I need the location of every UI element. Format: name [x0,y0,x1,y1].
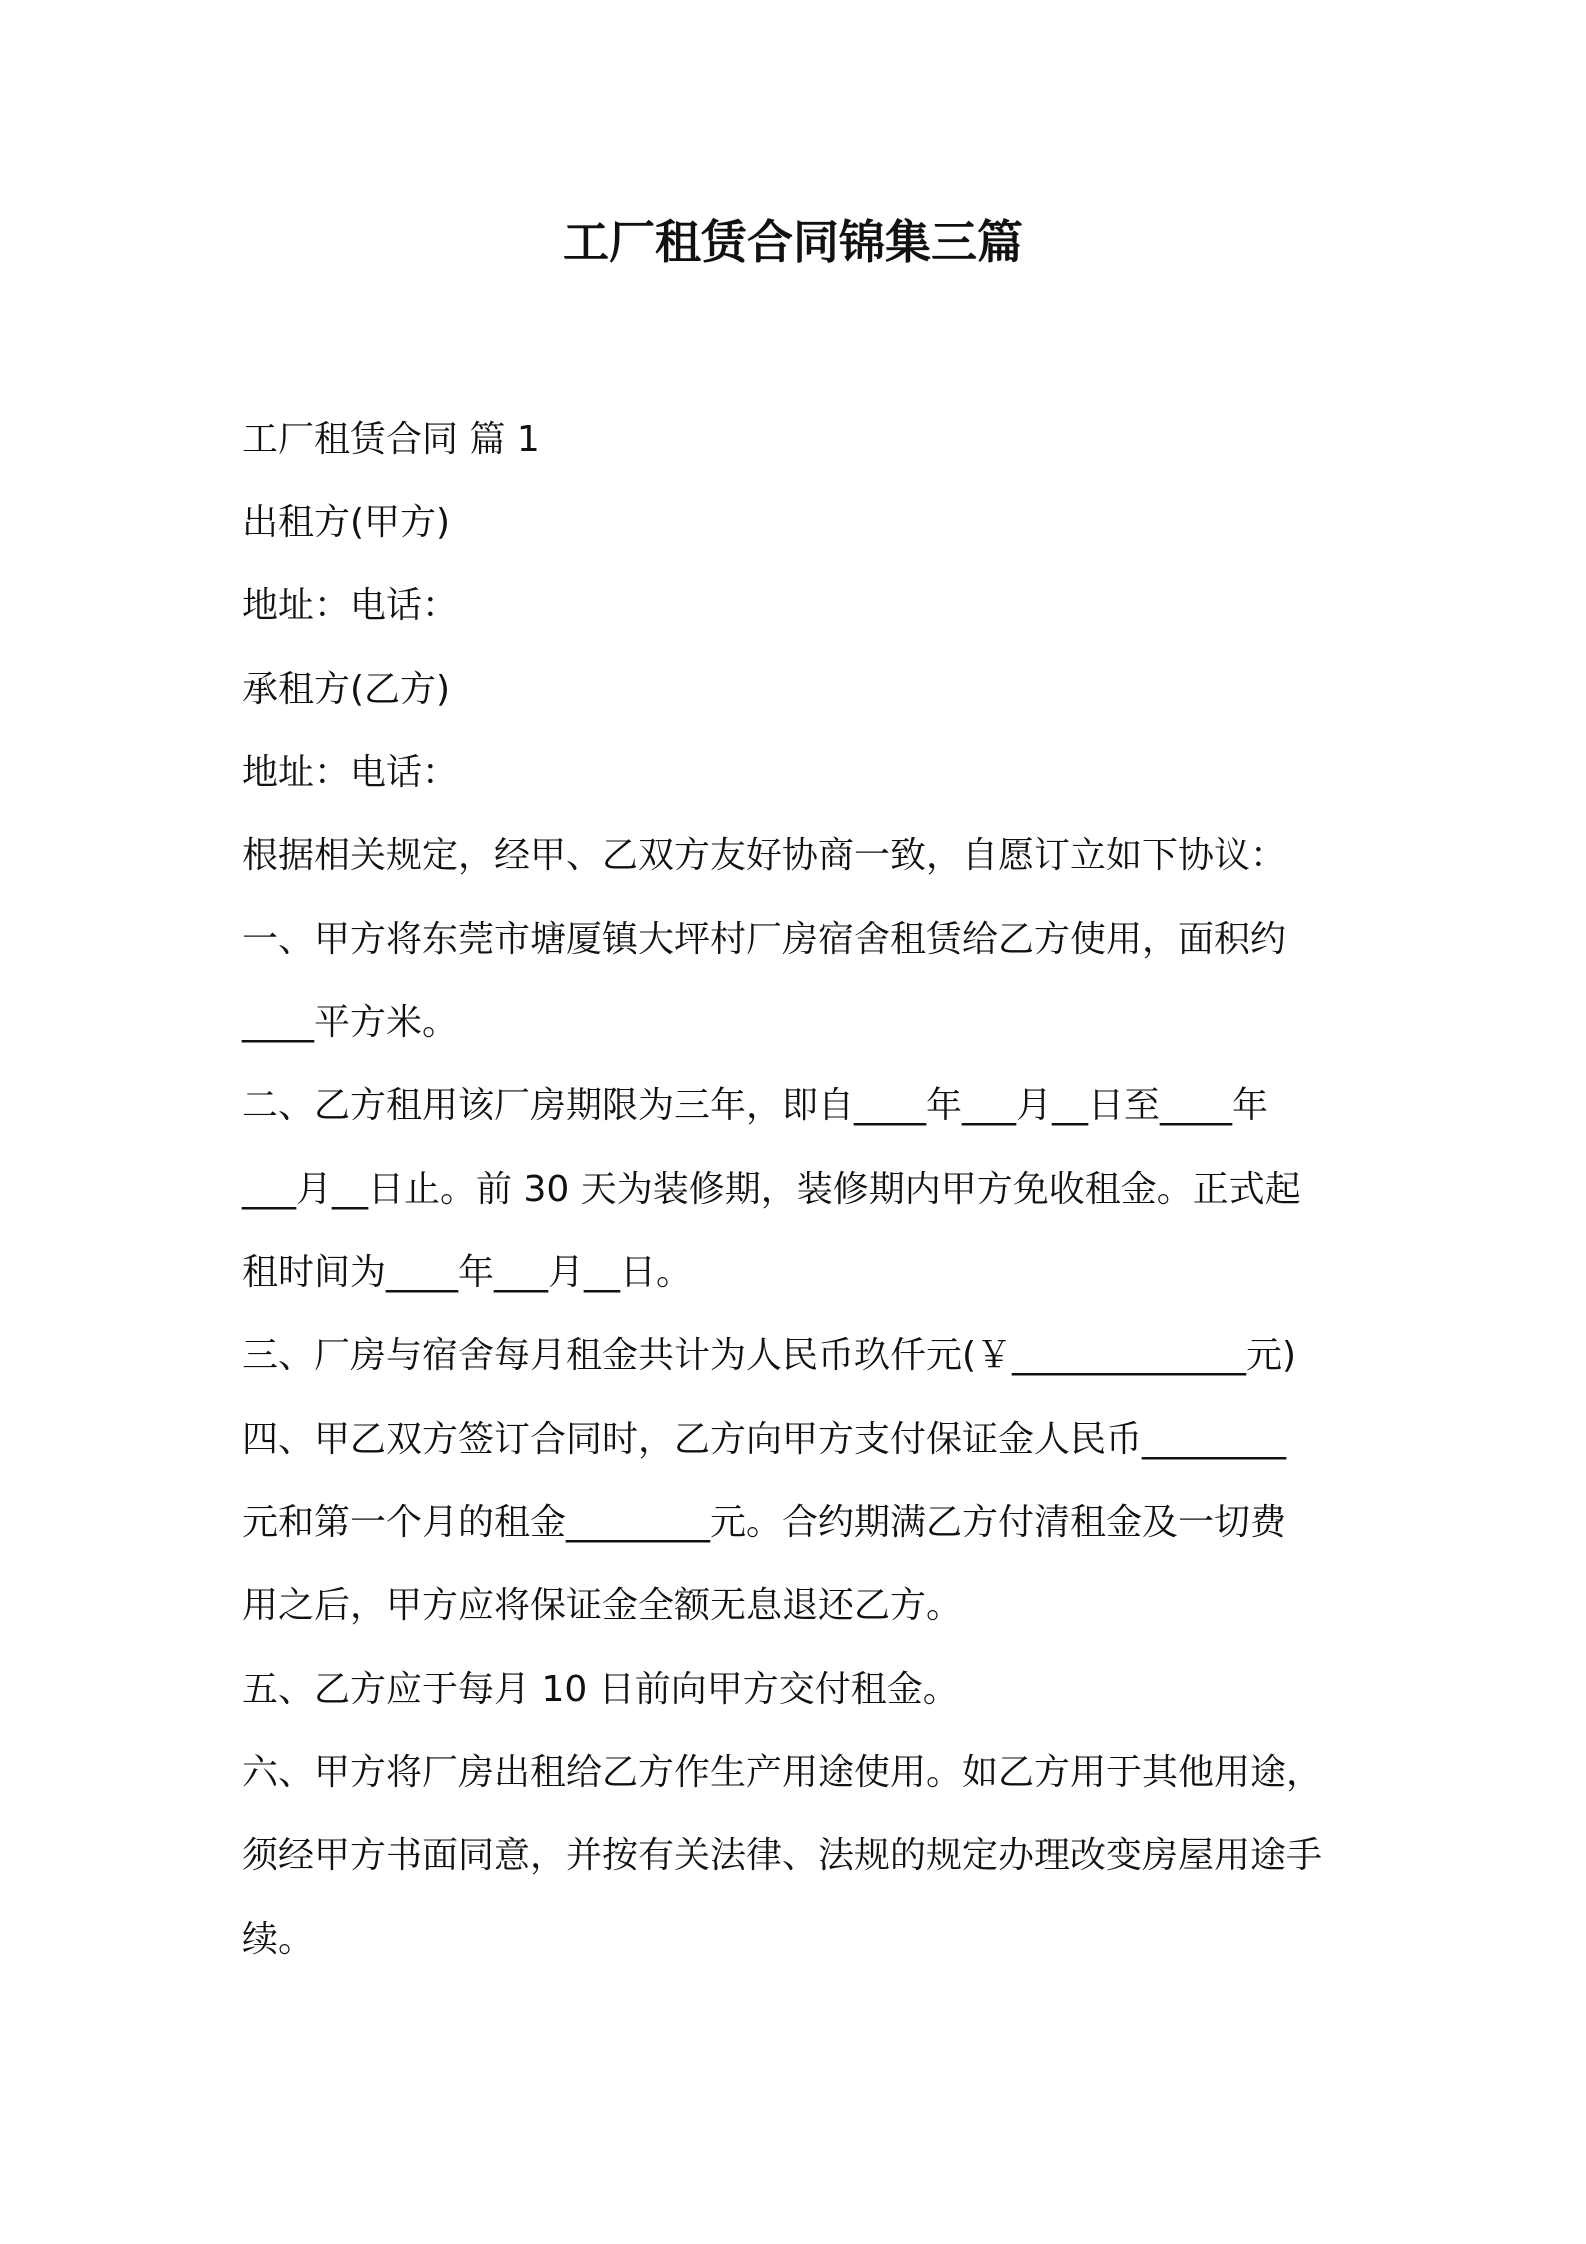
lessee-address-phone: 地址：电话： [242,752,459,793]
clause-3: 三、厂房与宿舍每月租金共计为人民币玖仟元(￥_____________元) [242,1335,1297,1376]
clause-6-line-2: 须经甲方书面同意，并按有关法律、法规的规定办理改变房屋用途手 [242,1835,1323,1876]
clause-2-line-1: 二、乙方租用该厂房期限为三年，即自____年___月__日至____年 [242,1085,1269,1126]
agreement-intro: 根据相关规定，经甲、乙双方友好协商一致，自愿订立如下协议： [242,835,1287,876]
lessee-label: 承租方(乙方) [242,669,451,710]
clause-4-line-2: 元和第一个月的租金________元。合约期满乙方付清租金及一切费 [242,1502,1287,1543]
clause-5: 五、乙方应于每月 10 日前向甲方交付租金。 [242,1669,959,1710]
clause-2-line-3: 租时间为____年___月__日。 [242,1252,693,1293]
lessor-label: 出租方(甲方) [242,502,451,543]
clause-4-line-3: 用之后，甲方应将保证金全额无息退还乙方。 [242,1585,963,1626]
clause-6-line-3: 续。 [242,1919,315,1960]
clause-2-line-2: ___月__日止。前 30 天为装修期，装修期内甲方免收租金。正式起 [242,1169,1301,1210]
clause-6-line-1: 六、甲方将厂房出租给乙方作生产用途使用。如乙方用于其他用途， [242,1752,1323,1793]
clause-1-line-1: 一、甲方将东莞市塘厦镇大坪村厂房宿舍租赁给乙方使用，面积约 [242,919,1287,960]
clause-1-line-2: ____平方米。 [242,1002,459,1043]
document-title: 工厂租赁合同锦集三篇 [563,215,1023,269]
section-heading: 工厂租赁合同 篇 1 [242,419,540,460]
lessor-address-phone: 地址：电话： [242,585,459,626]
clause-4-line-1: 四、甲乙双方签订合同时，乙方向甲方支付保证金人民币________ [242,1419,1287,1460]
